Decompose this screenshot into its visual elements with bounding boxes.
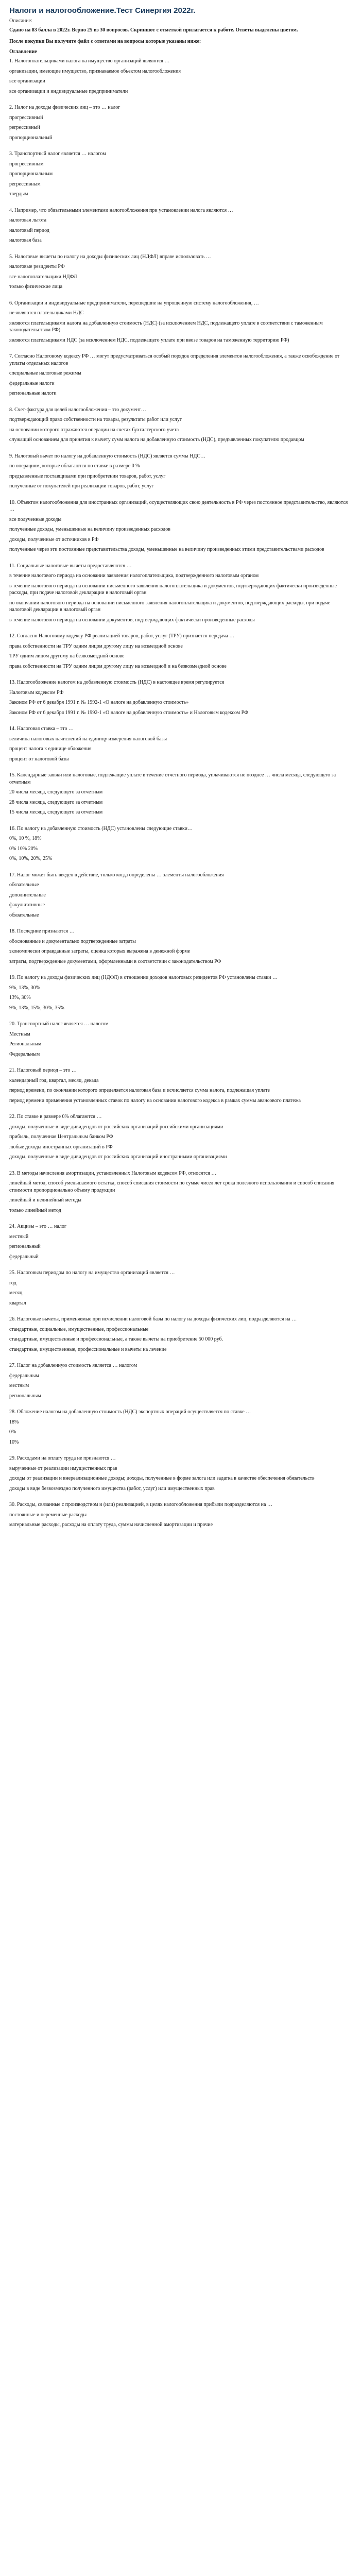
answer-option bbox=[9, 617, 352, 624]
question-block bbox=[9, 353, 352, 397]
answer-option-text: федеральные налоги bbox=[9, 380, 55, 386]
answer-option-text: линейный и нелинейный методы bbox=[9, 1197, 81, 1203]
answer-option-text: полученные через эти постоянные представительства доходы, уменьшенные на величину произведенных этими представительствами расходов bbox=[9, 547, 324, 552]
answer-option-text: пропорциональный bbox=[9, 134, 53, 141]
answer-option-text: права собственности на ТРУ одним лицом другому лицу на возмездной основе bbox=[9, 643, 183, 649]
answer-option-text: в течение налогового периода на основании документов, подтверждающих фактически произведенные расходы bbox=[9, 617, 255, 623]
answer-option bbox=[9, 1465, 352, 1472]
answer-option bbox=[9, 161, 352, 168]
answer-option-text: стандартные, имущественные, профессиональные и вычеты на лечение bbox=[9, 1346, 167, 1352]
answer-option bbox=[9, 985, 352, 992]
answer-option bbox=[9, 1077, 352, 1084]
answer-option bbox=[9, 1087, 352, 1094]
answer-option bbox=[9, 845, 352, 853]
answer-option-text: Региональным bbox=[9, 1041, 42, 1047]
answer-option-text: обязательные bbox=[9, 912, 39, 918]
answer-option bbox=[9, 756, 352, 763]
question-block bbox=[9, 499, 352, 553]
answer-option-text: квартал bbox=[9, 1300, 26, 1306]
question-text: 21. Налоговый период – это … bbox=[9, 1067, 77, 1073]
answer-option-text: 15 числа месяца, следующего за отчетным bbox=[9, 809, 103, 815]
answer-option-text: стандартные, социальные, имущественные, профессиональные bbox=[9, 1326, 149, 1332]
answer-option bbox=[9, 689, 352, 697]
answer-option-text: стандартные, имущественные и профессиональные, а также вычеты на приобретение 50 000 руб. bbox=[9, 1336, 224, 1342]
answer-option-text: материальные расходы, расходы на оплату труда, суммы начисленной амортизации и прочие bbox=[9, 1522, 213, 1528]
answer-option-text: все полученные доходы bbox=[9, 516, 62, 522]
answer-option-text: налоговая база bbox=[9, 238, 42, 243]
answer-option bbox=[9, 912, 352, 919]
answer-option bbox=[9, 938, 352, 945]
answer-option bbox=[9, 789, 352, 796]
answer-option bbox=[9, 1031, 352, 1038]
answer-option bbox=[9, 217, 352, 224]
answer-option-text: период времени применения установленных ставок по налогу на основании налогового кодекса в рамках суммы авансового платежа bbox=[9, 1097, 301, 1104]
question-block bbox=[9, 563, 352, 624]
answer-option-text: налоговые резиденты РФ bbox=[9, 264, 65, 269]
answer-option-text: Законом РФ от 6 декабря 1991 г. № 1992-1 «О налоге на добавленную стоимость» и Налоговым кодексом РФ bbox=[9, 709, 248, 716]
answer-option bbox=[9, 1300, 352, 1307]
question-text: 30. Расходы, связанные с производством и (или) реализацией, в целях налогообложения прибыли подразделяются на … bbox=[9, 1502, 272, 1507]
question-text: 22. По ставке в размере 0% облагаются … bbox=[9, 1114, 102, 1120]
question-block bbox=[9, 1409, 352, 1446]
answer-option-text: твердым bbox=[9, 191, 28, 197]
answer-option bbox=[9, 310, 352, 317]
question-block bbox=[9, 104, 352, 141]
answer-option bbox=[9, 1326, 352, 1333]
answer-option-text: дополнительные bbox=[9, 892, 46, 898]
answer-option bbox=[9, 283, 352, 291]
answer-option bbox=[9, 191, 352, 198]
answer-option bbox=[9, 78, 352, 85]
answer-option-text: местным bbox=[9, 1383, 29, 1388]
question-text: 2. Налог на доходы физических лиц – это … налог bbox=[9, 105, 121, 110]
question-text: 8. Счет-фактура для целей налогообложения – это документ… bbox=[9, 406, 146, 413]
question-text: 15. Календарные заявки или налоговые, подлежащие уплате в течение отчетного периода, уплачиваются не позднее … числа месяца, следующего за отчетным bbox=[9, 772, 336, 785]
answer-option bbox=[9, 337, 352, 344]
answer-option bbox=[9, 436, 352, 444]
answer-option bbox=[9, 473, 352, 480]
answer-option bbox=[9, 1346, 352, 1353]
answer-option-text: доходы от реализации и внереализационные доходы; доходы, полученные в форме залога или задатка в качестве обеспечения обязательств bbox=[9, 1476, 315, 1481]
question-text: 3. Транспортный налог является … налогом bbox=[9, 151, 106, 157]
answer-option-text: все налогоплательщики НДФЛ bbox=[9, 274, 77, 280]
answer-option bbox=[9, 536, 352, 544]
answer-option bbox=[9, 1475, 352, 1482]
question-text: 12. Согласно Налоговому кодексу РФ реализацией товаров, работ, услуг (ТРУ) признается передача … bbox=[9, 633, 235, 639]
page-title: Налоги и налогообложение.Тест Синергия 2022г. bbox=[9, 6, 196, 15]
question-list bbox=[9, 58, 352, 1529]
answer-option bbox=[9, 463, 352, 470]
question-block bbox=[9, 1269, 352, 1307]
answer-option bbox=[9, 699, 352, 706]
answer-option-text: региональным bbox=[9, 1393, 41, 1399]
answer-option bbox=[9, 892, 352, 899]
answer-option-text: факультативные bbox=[9, 902, 45, 908]
answer-option bbox=[9, 1280, 352, 1287]
answer-option-text: предъявленные поставщиками при приобретении товаров, работ, услуг bbox=[9, 473, 166, 479]
answer-option bbox=[9, 1041, 352, 1048]
answer-option-text: федеральный bbox=[9, 1253, 39, 1260]
answer-option-text: подтверждающий право собственности на товары, результаты работ или услуг bbox=[9, 417, 182, 422]
answer-option-text: 20 числа месяца, следующего за отчетным bbox=[9, 789, 103, 795]
answer-option-text: только линейный метод bbox=[9, 1207, 61, 1213]
question-block bbox=[9, 453, 352, 490]
question-text: 10. Объектом налогообложения для иностранных организаций, осуществляющих свою деятельность в РФ через постоянное представительство, являются … bbox=[9, 499, 348, 512]
question-block bbox=[9, 679, 352, 716]
answer-option bbox=[9, 643, 352, 650]
question-text: 9. Налоговый вычет по налогу на добавленную стоимость (НДС) является суммы НДС… bbox=[9, 453, 205, 459]
question-block bbox=[9, 1455, 352, 1492]
answer-option bbox=[9, 1372, 352, 1380]
answer-option bbox=[9, 835, 352, 842]
answer-option-text: пропорциональным bbox=[9, 171, 53, 177]
answer-option-text: любые доходы иностранных организаций в РФ bbox=[9, 1144, 113, 1150]
answer-option-text: полученные доходы, уменьшенные на величину произведенных расходов bbox=[9, 527, 170, 532]
answer-option bbox=[9, 948, 352, 955]
question-block bbox=[9, 1316, 352, 1353]
question-block bbox=[9, 1501, 352, 1529]
answer-option bbox=[9, 427, 352, 434]
answer-option-text: только физические лица bbox=[9, 284, 63, 290]
answer-option bbox=[9, 237, 352, 244]
answer-option bbox=[9, 134, 352, 142]
answer-option-text: прогрессивным bbox=[9, 161, 44, 167]
answer-option-text: по операциям, которые облагаются по ставке в размере 0 % bbox=[9, 463, 140, 469]
answer-option bbox=[9, 526, 352, 533]
answer-option-text: 0% 10% 20% bbox=[9, 845, 38, 852]
question-block bbox=[9, 928, 352, 965]
answer-option bbox=[9, 653, 352, 660]
answer-option-text: доходы в виде безвозмездно полученного имущества (работ, услуг) или имущественных прав bbox=[9, 1485, 215, 1492]
question-block bbox=[9, 633, 352, 670]
answer-option bbox=[9, 1290, 352, 1297]
answer-option bbox=[9, 709, 352, 717]
answer-option bbox=[9, 416, 352, 423]
question-text: 16. По налогу на добавленную стоимость (НДС) установлены следующие ставки… bbox=[9, 825, 193, 832]
answer-option-text: на основании которого отражаются операции на счетах бухгалтерского учета bbox=[9, 427, 179, 433]
answer-option bbox=[9, 1133, 352, 1141]
answer-option-text: линейный метод, способ уменьшаемого остатка, способ списания стоимости по сумме чисел лет срока полезного использования и способ списания стоимости пропорционально объему продукции bbox=[9, 1180, 335, 1193]
toc-label: Оглавление bbox=[9, 49, 37, 55]
answer-option-text: налоговая льгота bbox=[9, 217, 47, 223]
question-text: 14. Налоговая ставка – это … bbox=[9, 726, 74, 732]
question-text: 17. Налог может быть введен в действие, только когда определены … элементы налогообложения bbox=[9, 872, 224, 878]
answer-option-text: ТРУ одним лицом другому на безвозмездной основе bbox=[9, 653, 125, 659]
question-text: 7. Согласно Налоговому кодексу РФ … могут предусматриваться особый порядок определения элементов налогообложения, а также освобождение от уплаты отдельных налогов bbox=[9, 353, 340, 366]
answer-option-text: процент налога к единице обложения bbox=[9, 746, 92, 752]
answer-option-text: служащий основанием для принятия к вычету сумм налога на добавленную стоимость (НДС), предъявленных покупателю продавцом bbox=[9, 437, 304, 443]
answer-option bbox=[9, 263, 352, 270]
question-block bbox=[9, 825, 352, 862]
question-block bbox=[9, 207, 352, 244]
answer-option bbox=[9, 1521, 352, 1529]
question-text: 24. Акцизы – это … налог bbox=[9, 1224, 66, 1229]
question-block bbox=[9, 1362, 352, 1399]
answer-option bbox=[9, 1393, 352, 1400]
answer-option bbox=[9, 546, 352, 553]
answer-option-text: 13%, 30% bbox=[9, 995, 31, 1001]
question-text: 20. Транспортный налог является … налогом bbox=[9, 1021, 109, 1027]
answer-option-text: постоянные и переменные расходы bbox=[9, 1512, 87, 1518]
question-block bbox=[9, 253, 352, 291]
answer-option-text: экономически оправданные затраты, оценка которых выражена в денежной форме bbox=[9, 948, 190, 954]
question-text: 26. Налоговые вычеты, применяемые при исчислении налоговой базы по налогу на доходы физических лиц, подразделяются на … bbox=[9, 1316, 297, 1322]
answer-option-text: Федеральным bbox=[9, 1051, 40, 1057]
answer-option-text: 9%, 13%, 30% bbox=[9, 985, 40, 991]
question-text: 18. Последние признаются … bbox=[9, 928, 75, 934]
answer-option bbox=[9, 1097, 352, 1105]
question-block bbox=[9, 58, 352, 95]
answer-option-text: регрессивным bbox=[9, 181, 41, 187]
answer-option-text: прибыль, полученная Центральным банком РФ bbox=[9, 1134, 113, 1140]
answer-option-text: доходы, полученные от источников в РФ bbox=[9, 536, 99, 543]
answer-option bbox=[9, 958, 352, 965]
answer-option-text: Налоговым кодексом РФ bbox=[9, 689, 64, 696]
answer-option bbox=[9, 572, 352, 580]
answer-option bbox=[9, 380, 352, 387]
answer-option-text: 28 числа месяца, следующего за отчетным bbox=[9, 799, 103, 805]
answer-option bbox=[9, 1253, 352, 1261]
answer-option-text: полученные от покупателей при реализации товаров, работ, услуг bbox=[9, 483, 154, 489]
answer-option bbox=[9, 1154, 352, 1161]
question-text: 1. Налогоплательщиками налога на имущество организаций являются … bbox=[9, 58, 170, 64]
answer-option bbox=[9, 1144, 352, 1151]
answer-option-text: являются плательщиками НДС (за исключением НДС, подлежащего уплате при ввозе товаров на таможенную территорию РФ) bbox=[9, 337, 289, 343]
answer-option-text: 9%, 13%, 15%, 30%, 35% bbox=[9, 1005, 64, 1011]
question-text: 13. Налогообложение налогом на добавленную стоимость (НДС) в настоящее время регулируется bbox=[9, 680, 225, 685]
answer-option bbox=[9, 370, 352, 377]
answer-option-text: доходы, полученные в виде дивидендов от российских организаций иностранными организациями bbox=[9, 1154, 227, 1160]
answer-option bbox=[9, 483, 352, 490]
answer-option bbox=[9, 902, 352, 909]
answer-option-text: 18% bbox=[9, 1419, 19, 1425]
answer-option bbox=[9, 809, 352, 816]
meta-line: Сдано на 83 балла в 2022г. Верно 25 из 30 вопросов. Скриншот с отметкой прилагается к работе. Ответы выделены цветом. bbox=[9, 27, 298, 33]
answer-option-text: 0%, 10%, 20%, 25% bbox=[9, 856, 53, 861]
question-block bbox=[9, 725, 352, 762]
question-block bbox=[9, 974, 352, 1011]
answer-option bbox=[9, 1485, 352, 1493]
answer-option bbox=[9, 88, 352, 95]
answer-option-text: вырученные от реализации имущественных прав bbox=[9, 1465, 117, 1471]
answer-option bbox=[9, 1005, 352, 1012]
question-block bbox=[9, 872, 352, 919]
answer-option-text: период времени, по окончании которого определяется налоговая база и исчисляется сумма налога, подлежащая уплате bbox=[9, 1088, 270, 1093]
question-text: 25. Налоговым периодом по налогу на имущество организаций является … bbox=[9, 1270, 175, 1276]
answer-option-text: не являются плательщиками НДС bbox=[9, 310, 84, 316]
answer-option-text: 10% bbox=[9, 1439, 19, 1445]
answer-option bbox=[9, 663, 352, 670]
answer-option-text: региональный bbox=[9, 1244, 41, 1249]
question-block bbox=[9, 1170, 352, 1214]
question-block bbox=[9, 1067, 352, 1104]
question-block bbox=[9, 1223, 352, 1260]
answer-option bbox=[9, 227, 352, 234]
answer-option-text: затраты, подтвержденные документами, оформленными в соответствии с законодательством РФ bbox=[9, 958, 221, 964]
answer-option bbox=[9, 320, 352, 334]
question-text: 19. По налогу на доходы физических лиц (НДФЛ) в отношении доходов налоговых резидентов РФ установлены ставки … bbox=[9, 975, 278, 980]
intro-line: После покупки Вы получите файл с ответами на вопросы которые указаны ниже: bbox=[9, 38, 201, 44]
answer-option-text: обязательные bbox=[9, 882, 39, 888]
answer-option bbox=[9, 583, 352, 597]
answer-option-text: регрессивный bbox=[9, 125, 40, 130]
question-text: 6. Организации и индивидуальные предприниматели, перешедшие на упрощенную систему налогообложения, … bbox=[9, 300, 259, 306]
answer-option bbox=[9, 799, 352, 806]
answer-option bbox=[9, 1336, 352, 1343]
answer-option bbox=[9, 1124, 352, 1131]
answer-option-text: обоснованные и документально подтвержденные затраты bbox=[9, 938, 136, 944]
question-text: 5. Налоговые вычеты по налогу на доходы физических лиц (НДФЛ) вправе использовать … bbox=[9, 253, 211, 260]
question-text: 4. Например, что обязательными элементами налогообложения при установлении налога являются … bbox=[9, 207, 233, 213]
answer-option-text: все организации и индивидуальные предприниматели bbox=[9, 88, 128, 94]
answer-option-text: налоговый период bbox=[9, 227, 49, 233]
answer-option bbox=[9, 390, 352, 397]
question-block bbox=[9, 772, 352, 816]
answer-option-text: величина налоговых начислений на единицу измерения налоговой базы bbox=[9, 736, 167, 742]
answer-option-text: все организации bbox=[9, 78, 45, 84]
answer-option-text: Законом РФ от 6 декабря 1991 г. № 1992-1 «О налоге на добавленную стоимость» bbox=[9, 700, 189, 705]
answer-option-text: прогрессивный bbox=[9, 114, 43, 121]
answer-option bbox=[9, 1233, 352, 1241]
answer-option-text: организации, имеющие имущество, признаваемое объектом налогообложения bbox=[9, 68, 181, 74]
question-block bbox=[9, 1021, 352, 1058]
answer-option bbox=[9, 736, 352, 743]
answer-option bbox=[9, 1197, 352, 1204]
answer-option bbox=[9, 994, 352, 1002]
answer-option bbox=[9, 1180, 352, 1194]
answer-option bbox=[9, 114, 352, 122]
answer-option-text: календарный год, квартал, месяц, декада bbox=[9, 1077, 99, 1083]
answer-option-text: доходы, полученные в виде дивидендов от российских организаций российскими организациями bbox=[9, 1124, 224, 1130]
answer-option-text: федеральным bbox=[9, 1372, 39, 1379]
answer-option bbox=[9, 1243, 352, 1250]
answer-option bbox=[9, 171, 352, 178]
answer-option bbox=[9, 1419, 352, 1426]
answer-option-text: местный bbox=[9, 1233, 29, 1240]
answer-option-text: являются плательщиками налога на добавленную стоимость (НДС) (за исключением НДС, подлежащего уплате в соответствии с таможенным законодательством РФ) bbox=[9, 320, 323, 333]
answer-option bbox=[9, 68, 352, 75]
answer-option bbox=[9, 124, 352, 131]
answer-option-text: специальные налоговые режимы bbox=[9, 370, 81, 376]
answer-option bbox=[9, 1051, 352, 1058]
answer-option bbox=[9, 1382, 352, 1389]
answer-option-text: в течение налогового периода на основании письменного заявления налогоплательщика и документов, подтверждающих фактически произведенные расходы, при подаче налоговой декларации в налоговый орган bbox=[9, 583, 337, 596]
answer-option-text: Местным bbox=[9, 1031, 30, 1037]
answer-option-text: процент от налоговой базы bbox=[9, 756, 69, 762]
question-block bbox=[9, 150, 352, 198]
answer-option bbox=[9, 274, 352, 281]
answer-option bbox=[9, 745, 352, 753]
answer-option bbox=[9, 1439, 352, 1446]
answer-option bbox=[9, 882, 352, 889]
answer-option bbox=[9, 1429, 352, 1436]
answer-option-text: год bbox=[9, 1280, 16, 1286]
answer-option bbox=[9, 855, 352, 862]
answer-option-text: 0% bbox=[9, 1429, 16, 1435]
answer-option bbox=[9, 181, 352, 188]
answer-option-text: по окончании налогового периода на основании письменного заявления налогоплательщика и документов, подтверждающих расходы, при подаче налоговой декларации в налоговый орган bbox=[9, 600, 331, 613]
question-block bbox=[9, 406, 352, 444]
question-block bbox=[9, 1113, 352, 1161]
question-text: 29. Расходами на оплату труда не признаются … bbox=[9, 1455, 116, 1461]
answer-option-text: в течение налогового периода на основании заявления налогоплательщика, подтвержденного налоговым органом bbox=[9, 573, 259, 579]
header-label: Описание: bbox=[9, 18, 32, 24]
question-text: 11. Социальные налоговые вычеты предоставляются … bbox=[9, 563, 132, 569]
answer-option-text: 0%, 10 %, 18% bbox=[9, 836, 42, 841]
question-text: 28. Обложение налогом на добавленную стоимость (НДС) экспортных операций осуществляется по ставке … bbox=[9, 1409, 251, 1415]
answer-option bbox=[9, 516, 352, 523]
question-text: 27. Налог на добавленную стоимость является … налогом bbox=[9, 1363, 137, 1368]
answer-option-text: месяц bbox=[9, 1290, 23, 1296]
answer-option bbox=[9, 1207, 352, 1214]
answer-option-text: права собственности на ТРУ одним лицом другому лицу на возмездной и на безвозмездной основе bbox=[9, 663, 227, 669]
question-block bbox=[9, 300, 352, 344]
answer-option bbox=[9, 1512, 352, 1519]
answer-option-text: региональные налоги bbox=[9, 391, 57, 396]
question-text: 23. В методы начисления амортизации, установленных Налоговым кодексом РФ, относятся … bbox=[9, 1170, 217, 1176]
answer-option bbox=[9, 600, 352, 614]
